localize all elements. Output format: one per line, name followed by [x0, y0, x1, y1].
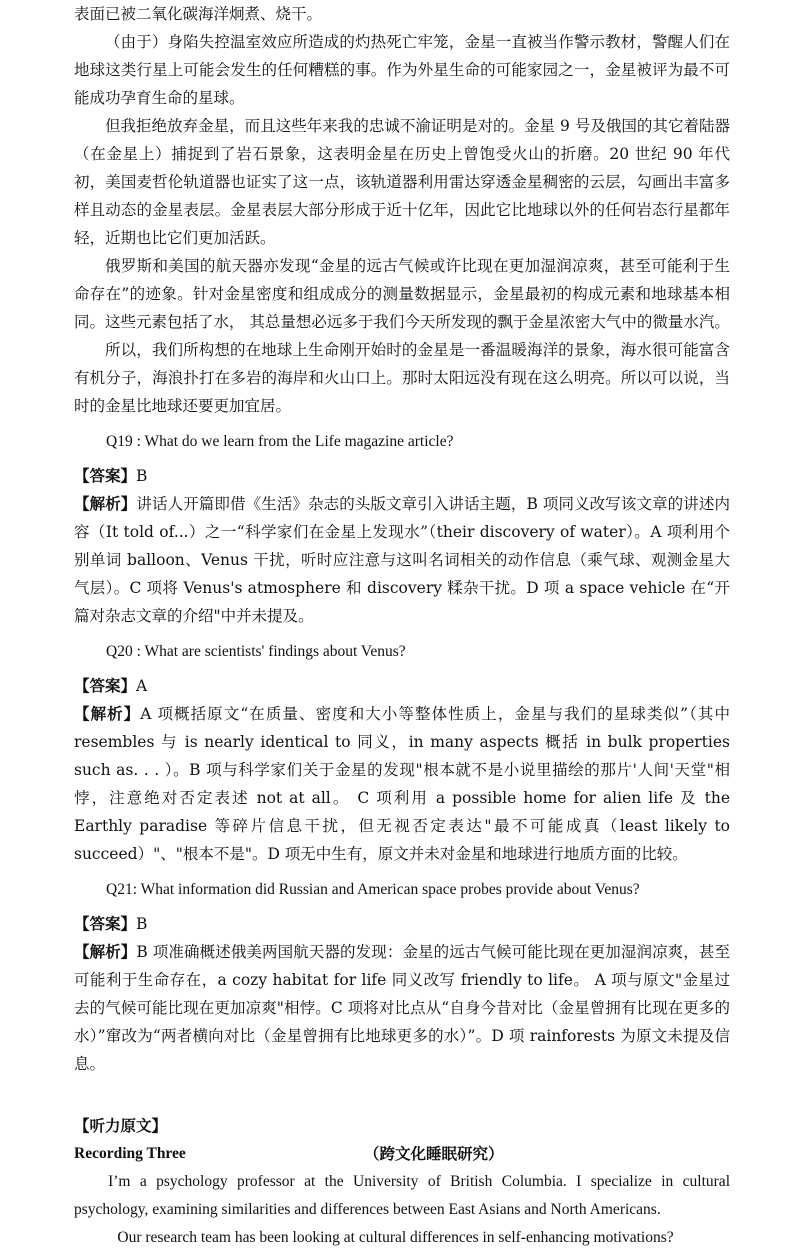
recording-heading: 【听力原文】 — [74, 1116, 168, 1135]
analysis-19 — [74, 490, 730, 630]
paragraph-1: 表面已被二氧化碳海洋炯煮、烧干。 — [74, 5, 323, 23]
analysis-text: 讲话人开篇即借《生活》杂志的头版文章引入讲话主题，B 项同义改写该文章的讲述内容（It told of...）之一“科学家们在金星上发现水”（their discovery of water）。A 项利用个别单词 balloon、Venus 干扰，听时应注意与这叫名词相关的动作信息（乘气球、观测金星大气层）。C 项将 Venus's atmosphere 和 discovery 糅杂干扰。D 项 a space vehicle 在“开篇对杂志文章的介绍"中并未提及。 — [74, 495, 730, 625]
answer-label: 【答案】 — [74, 914, 137, 933]
answer-value: B — [136, 467, 148, 485]
recording-paragraph-1: I’m a psychology professor at the University of British Columbia. I specialize in cultural psychology, examining similarities and differences between East Asians and North Americans. — [74, 1173, 730, 1218]
recording-title: Recording Three — [74, 1145, 186, 1162]
answer-value: B — [136, 915, 148, 933]
analysis-text: A 项概括原文“在质量、密度和大小等整体性质上，金星与我们的星球类似”（其中 resembles 与 is nearly identical to 同义，in many aspects 概括 in bulk properties such as. . . ）。B 项与科学家们关于金星的发现"根本就不是小说里描绘的那片'人间'天堂"相悖，注意绝对否定表述 not at all。 C 项利用 a possible home for alien life 及 the Earthly paradise 等碎片信息干扰，但无视否定表达"最不可能成真（least likely to succeed）"、"根本不是"。D 项无中生有，原文并未对金星和地球进行地质方面的比较。 — [74, 705, 730, 863]
recording-paragraph-2: Our research team has been looking at cultural differences in self-enhancing motivations? — [117, 1229, 674, 1246]
analysis-21 — [74, 938, 730, 1078]
analysis-label: 【解析】 — [74, 942, 137, 961]
answer-label: 【答案】 — [74, 676, 137, 695]
answer-label: 【答案】 — [74, 466, 137, 485]
answer-value: A — [136, 677, 148, 695]
question-19: Q19 : What do we learn from the Life magazine article? — [106, 433, 454, 450]
question-20: Q20 : What are scientists' findings about Venus? — [106, 643, 406, 660]
paragraph-4: 俄罗斯和美国的航天器亦发现“金星的远古气候或许比现在更加湿润凉爽，甚至可能利于生命存在”的迹象。针对金星密度和组成成分的测量数据显示，金星最初的构成元素和地球基本相同。这些元素包括了水， 其总量想必远多于我们今天所发现的飘于金星浓密大气中的微量水汽。 — [74, 257, 730, 331]
answer-19 — [74, 462, 730, 490]
answer-20 — [74, 672, 730, 700]
recording-cn-title: （跨文化睡眠研究） — [364, 1144, 504, 1163]
section-gap — [74, 1078, 730, 1112]
paragraph-2: （由于）身陷失控温室效应所造成的灼热死亡牢笼，金星一直被当作警示教材，警醒人们在地球这类行星上可能会发生的任何糟糕的事。作为外星生命的可能家园之一，金星被评为最不可能成功孕育生命的星球。 — [74, 33, 730, 107]
paragraph-3: 但我拒绝放弃金星，而且这些年来我的忠诚不渝证明是对的。金星 9 号及俄国的其它着陆器（在金星上）捕捉到了岩石景象，这表明金星在历史上曾饱受火山的折磨。20 世纪 90 年代初，美国麦哲伦轨道器也证实了这一点，该轨道器利用雷达穿透金星稠密的云层，勾画出丰富多样且动态的金星表层。金星表层大部分形成于近十亿年，因此它比地球以外的任何岩态行星都年轻，近期也比它们更加活跃。 — [74, 117, 730, 247]
analysis-label: 【解析】 — [74, 704, 141, 723]
recording-title-line — [74, 1140, 730, 1168]
question-21: Q21: What information did Russian and American space probes provide about Venus? — [106, 881, 640, 898]
analysis-20 — [74, 700, 730, 868]
paragraph-5: 所以，我们所构想的在地球上生命刚开始时的金星是一番温暖海洋的景象，海水很可能富含有机分子，海浪扑打在多岩的海岸和火山口上。那时太阳远没有现在这么明亮。所以可以说，当时的金星比地球还要更加宜居。 — [74, 341, 730, 415]
answer-21 — [74, 910, 730, 938]
analysis-text: B 项准确概述俄美两国航天器的发现：金星的远古气候可能比现在更加湿润凉爽，甚至可能利于生命存在，a cozy habitat for life 同义改写 friendly to life。 A 项与原文"金星过去的气候可能比现在更加凉爽"相悖。C 项将对比点从“自身今昔对比（金星曾拥有比现在更多的水）”窜改为“两者横向对比（金星曾拥有比地球更多的水）”。D 项 rainforests 为原文未提及信息。 — [74, 943, 730, 1073]
analysis-label: 【解析】 — [74, 494, 137, 513]
